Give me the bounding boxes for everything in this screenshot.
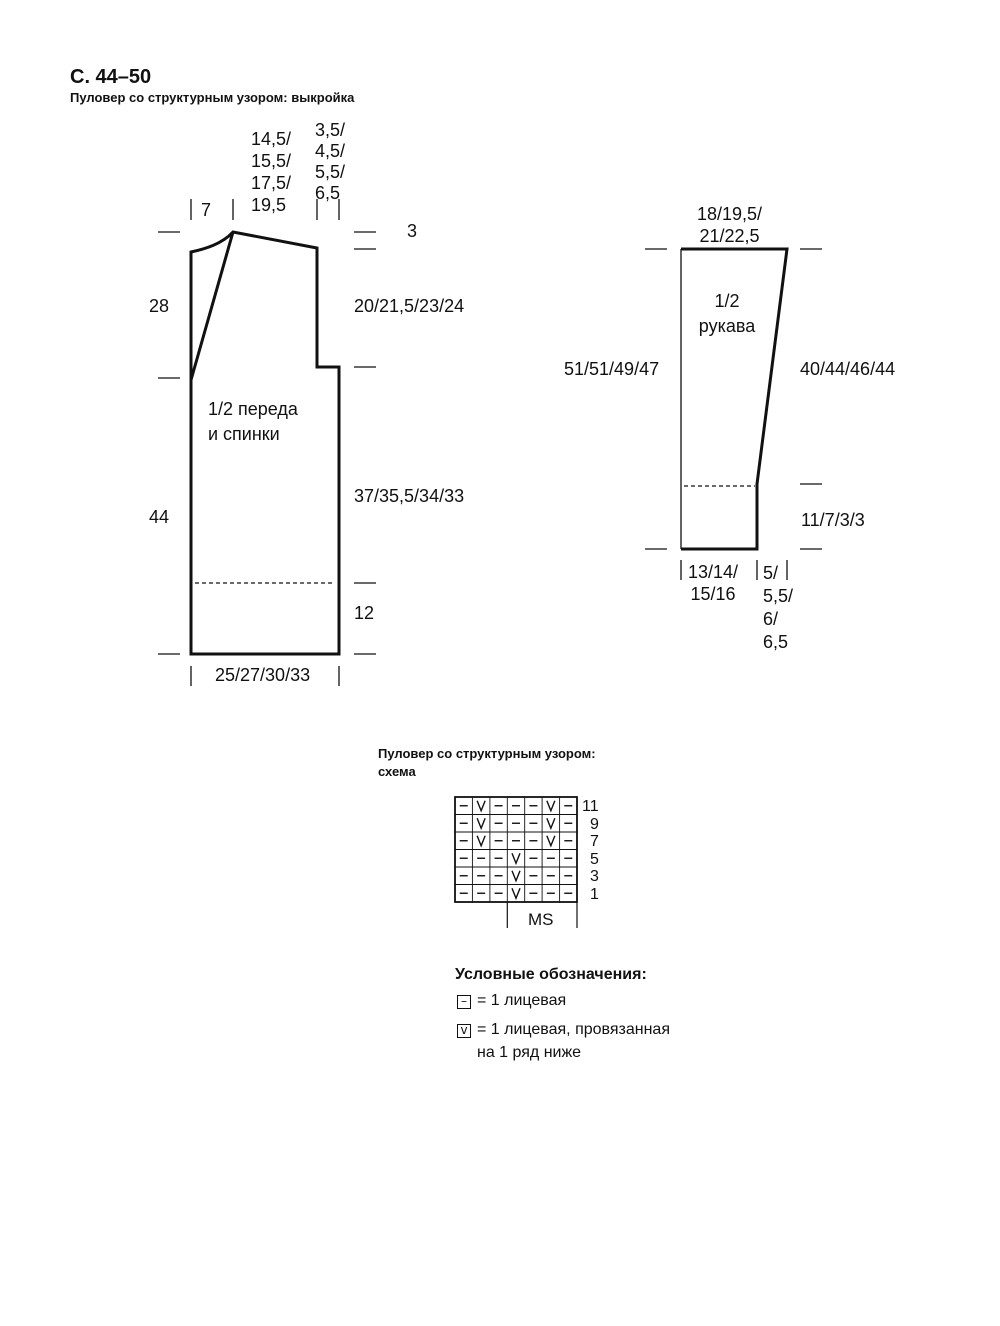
sleeve-label-line: 1/2 bbox=[714, 291, 740, 311]
body-label bbox=[208, 399, 298, 444]
dim-shoulder-line: 15,5/ bbox=[251, 151, 292, 171]
dim-shoulder-width bbox=[251, 128, 291, 216]
sleeve-dim-left-height: 51/51/49/47 bbox=[564, 359, 660, 379]
legend-item-knit-below: = 1 лицевая, провязанная bbox=[477, 1021, 670, 1038]
sleeve-dim-increase-line: 6/ bbox=[763, 609, 779, 629]
knit-below-stitch-icon bbox=[512, 888, 520, 898]
dim-rib: 12 bbox=[354, 603, 375, 623]
sleeve-dim-increase-line: 5,5/ bbox=[763, 586, 794, 606]
sleeve-dim-increase-line: 6,5 bbox=[763, 632, 789, 652]
knit-below-symbol-icon: v bbox=[457, 1024, 471, 1038]
chart-row-number: 9 bbox=[590, 815, 599, 833]
knit-below-stitch-icon bbox=[477, 818, 485, 828]
page-reference: С. 44–50 bbox=[70, 66, 152, 88]
dim-neck-width: 7 bbox=[201, 200, 212, 220]
chart-row-number: 11 bbox=[582, 798, 599, 815]
sleeve-dim-bottom-line: 15/16 bbox=[690, 584, 736, 604]
chart-title: Пуловер со структурным узором: bbox=[378, 746, 596, 761]
chart-row-number: 3 bbox=[590, 868, 599, 885]
dim-shoulder-line: 19,5 bbox=[251, 195, 287, 215]
sleeve-dim-bottom bbox=[688, 561, 738, 605]
dim-lower-height: 44 bbox=[149, 507, 170, 527]
knit-below-stitch-icon bbox=[512, 853, 520, 863]
dim-armhole: 20/21,5/23/24 bbox=[354, 296, 465, 316]
page-subtitle: Пуловер со структурным узором: выкройка bbox=[70, 90, 355, 105]
body-label-line: и спинки bbox=[208, 424, 280, 444]
sleeve-label-line: рукава bbox=[698, 316, 756, 336]
dim-top-line: 3,5/ bbox=[315, 120, 346, 140]
sleeve-dim-bottom-line: 13/14/ bbox=[688, 562, 739, 582]
knit-below-stitch-icon bbox=[547, 801, 555, 811]
sleeve-dim-increase bbox=[763, 562, 793, 654]
knit-below-stitch-icon bbox=[547, 836, 555, 846]
sleeve-dim-increase-line: 5/ bbox=[763, 563, 779, 583]
dim-top bbox=[315, 120, 345, 204]
knit-below-stitch-icon bbox=[547, 818, 555, 828]
dim-top-line: 6,5 bbox=[315, 183, 341, 203]
legend-title: Условные обозначения: bbox=[455, 966, 647, 983]
dim-top-line: 4,5/ bbox=[315, 141, 346, 161]
body-label-line: 1/2 переда bbox=[208, 399, 298, 419]
sleeve-dim-top-line: 21/22,5 bbox=[699, 226, 760, 246]
sleeve-dim-top-line: 18/19,5/ bbox=[697, 204, 763, 224]
knit-symbol-icon: – bbox=[457, 995, 471, 1009]
sleeve-dim-top bbox=[697, 203, 762, 247]
dim-shoulder-line: 14,5/ bbox=[251, 129, 292, 149]
sleeve-label bbox=[697, 291, 757, 336]
knit-below-stitch-icon bbox=[512, 871, 520, 881]
dim-shoulder-line: 17,5/ bbox=[251, 173, 292, 193]
chart-subtitle: схема bbox=[378, 764, 416, 779]
sleeve-dim-cuff: 11/7/3/3 bbox=[801, 510, 865, 530]
knit-below-stitch-icon bbox=[477, 836, 485, 846]
chart-row-number: 1 bbox=[590, 885, 599, 903]
chart-row-number: 7 bbox=[590, 833, 599, 850]
dim-neck-depth: 28 bbox=[149, 296, 170, 316]
chart-repeat-label: MS bbox=[528, 910, 554, 929]
dim-body-side: 37/35,5/34/33 bbox=[354, 486, 465, 506]
dim-top-line: 5,5/ bbox=[315, 162, 346, 182]
knit-below-stitch-icon bbox=[477, 801, 485, 811]
legend-item-knit: = 1 лицевая bbox=[477, 992, 567, 1009]
chart-row-number: 5 bbox=[590, 850, 599, 868]
dim-bottom-width: 25/27/30/33 bbox=[215, 665, 311, 685]
dim-shoulder-slope: 3 bbox=[407, 221, 418, 241]
sleeve-dim-right-height: 40/44/46/44 bbox=[800, 359, 896, 379]
legend-item-knit-below-cont: на 1 ряд ниже bbox=[477, 1044, 582, 1061]
